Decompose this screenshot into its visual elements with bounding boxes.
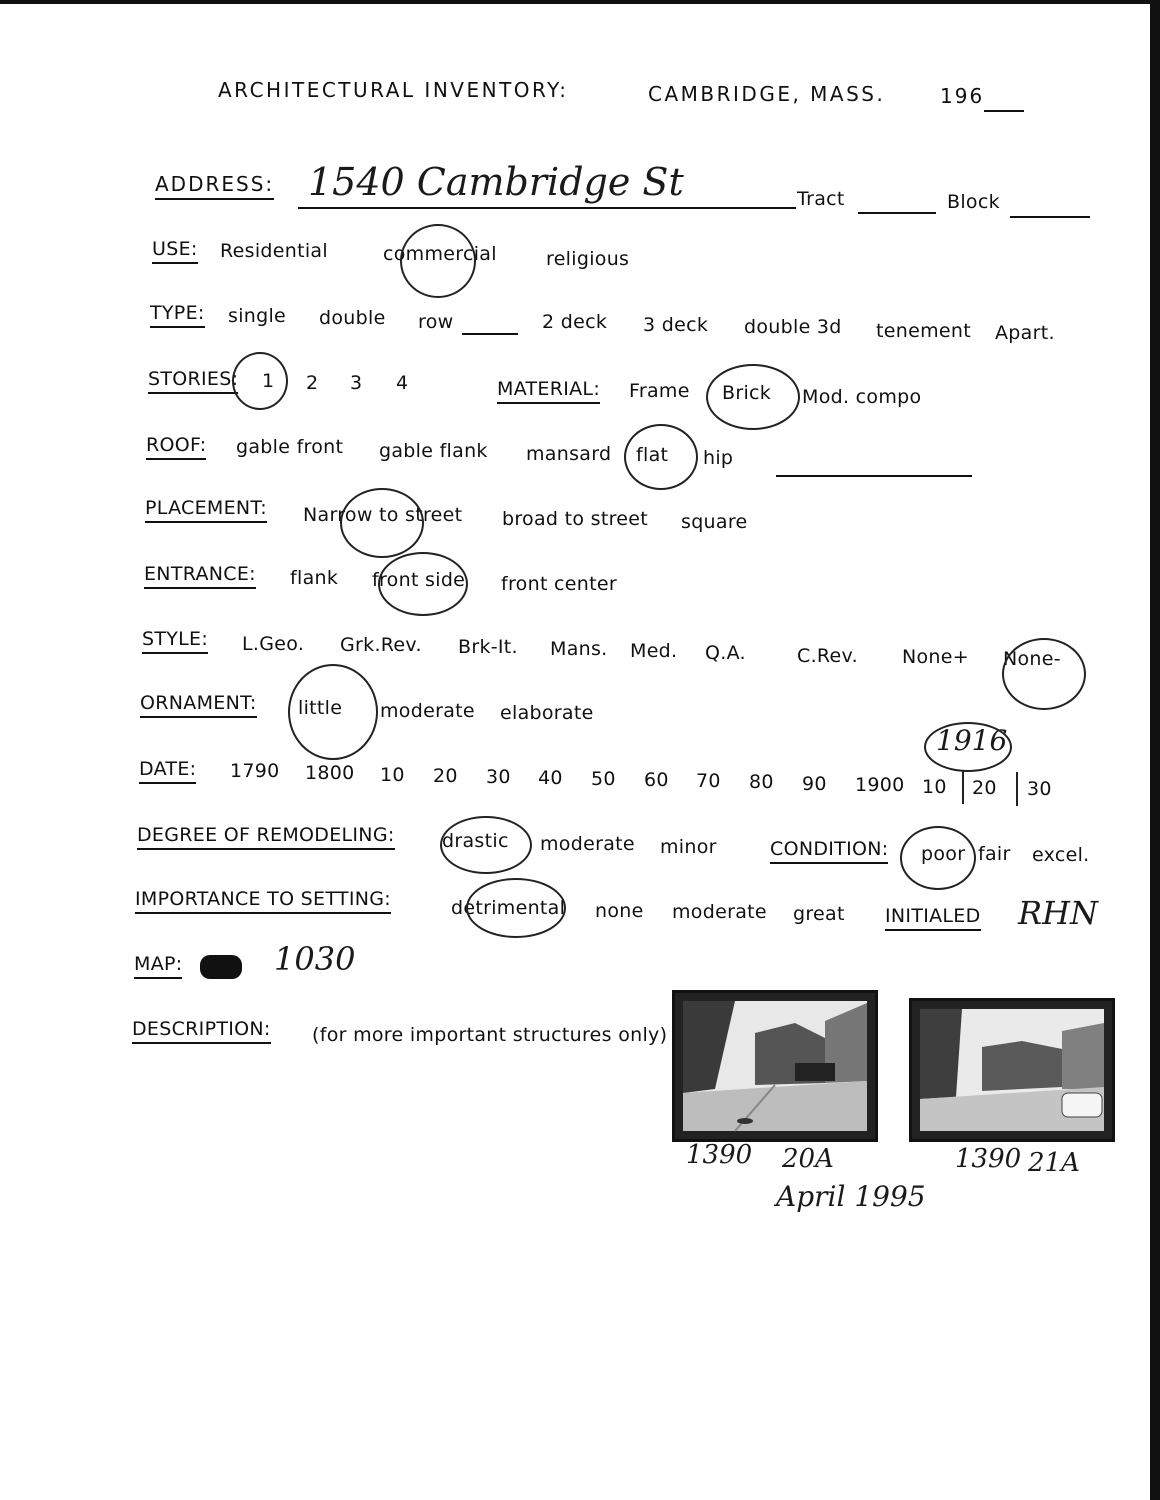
date-label: DATE: xyxy=(139,758,196,784)
style-grkrev: Grk.Rev. xyxy=(340,634,422,656)
address-label: ADDRESS: xyxy=(155,172,274,200)
date-1800: 1800 xyxy=(305,762,355,784)
date-selection-circle xyxy=(924,722,1012,772)
use-commercial: commercial xyxy=(383,243,497,265)
type-double-3d: double 3d xyxy=(744,316,842,338)
roof-flat: flat xyxy=(636,444,669,466)
ornament-label: ORNAMENT: xyxy=(140,692,257,718)
photo-1-frame: 20A xyxy=(782,1144,834,1174)
date-70: 70 xyxy=(696,770,721,792)
stories-selection-circle xyxy=(232,352,288,410)
material-frame: Frame xyxy=(629,380,690,402)
date-handwritten: 1916 xyxy=(936,724,1008,757)
placement-label: PLACEMENT: xyxy=(145,497,267,523)
type-label: TYPE: xyxy=(150,302,205,328)
map-redaction xyxy=(200,955,242,979)
remodeling-selection-circle xyxy=(440,816,532,874)
roof-blank xyxy=(776,475,972,477)
style-selection-circle xyxy=(1002,638,1086,710)
placement-square: square xyxy=(681,511,748,533)
map-label: MAP: xyxy=(134,953,182,979)
placement-broad: broad to street xyxy=(502,508,649,530)
block-label: Block xyxy=(947,191,1000,213)
ornament-selection-circle xyxy=(288,664,378,760)
roof-hip: hip xyxy=(703,447,734,469)
importance-none: none xyxy=(595,900,644,922)
condition-excel: excel. xyxy=(1032,844,1090,866)
material-selection-circle xyxy=(706,364,800,430)
use-selection-circle xyxy=(400,224,476,298)
ornament-elaborate: elaborate xyxy=(500,702,594,724)
roof-mansard: mansard xyxy=(526,443,612,465)
photo-1-roll: 1390 xyxy=(686,1140,753,1170)
block-blank xyxy=(1010,216,1090,218)
material-mod-compo: Mod. compo xyxy=(802,386,922,408)
form-title: ARCHITECTURAL INVENTORY: xyxy=(218,78,569,102)
form-city: CAMBRIDGE, MASS. xyxy=(648,82,886,106)
type-tenement: tenement xyxy=(876,320,971,342)
photo-date: April 1995 xyxy=(776,1180,926,1213)
entrance-front-center: front center xyxy=(501,573,617,595)
style-med: Med. xyxy=(630,640,678,662)
date-1910: 10 xyxy=(922,776,947,798)
entrance-flank: flank xyxy=(290,567,339,589)
importance-selection-circle xyxy=(466,878,566,938)
style-mans: Mans. xyxy=(550,638,608,660)
type-row: row xyxy=(418,311,454,333)
entrance-selection-circle xyxy=(378,552,468,616)
use-residential: Residential xyxy=(220,240,328,262)
style-label: STYLE: xyxy=(142,628,208,654)
style-lgeo: L.Geo. xyxy=(242,633,305,655)
remodeling-moderate: moderate xyxy=(540,833,635,855)
roof-gable-flank: gable flank xyxy=(379,440,488,462)
importance-great: great xyxy=(793,903,845,925)
date-80: 80 xyxy=(749,771,774,793)
material-brick: Brick xyxy=(722,382,772,404)
date-40: 40 xyxy=(538,767,563,789)
address-value: 1540 Cambridge St xyxy=(308,160,684,204)
scan-edge-right xyxy=(1150,0,1160,1500)
importance-moderate: moderate xyxy=(672,901,767,923)
placement-selection-circle xyxy=(340,488,424,558)
date-1900: 1900 xyxy=(855,774,905,796)
roof-selection-circle xyxy=(624,424,698,490)
stories-1: 1 xyxy=(262,370,275,392)
entrance-front-side: front side xyxy=(372,569,466,591)
date-20: 20 xyxy=(433,765,458,787)
photo-21a xyxy=(909,998,1115,1142)
remodeling-minor: minor xyxy=(660,836,717,858)
style-crev: C.Rev. xyxy=(797,645,858,667)
date-bracket-right xyxy=(1016,772,1018,806)
type-double: double xyxy=(319,307,386,329)
importance-detrimental: detrimental xyxy=(451,897,566,919)
condition-poor: poor xyxy=(921,843,966,865)
roof-gable-front: gable front xyxy=(236,436,344,458)
form-year-prefix: 196 xyxy=(940,84,985,108)
style-qa: Q.A. xyxy=(705,642,746,664)
type-3-deck: 3 deck xyxy=(643,314,709,336)
stories-label: STORIES: xyxy=(148,368,238,394)
date-90: 90 xyxy=(802,773,827,795)
street-scene-image xyxy=(912,1001,1112,1139)
remodeling-label: DEGREE OF REMODELING: xyxy=(137,824,395,850)
date-1920: 20 xyxy=(972,777,997,799)
material-label: MATERIAL: xyxy=(497,378,600,404)
date-50: 50 xyxy=(591,768,616,790)
address-line xyxy=(298,207,796,209)
initialed-label: INITIALED xyxy=(885,905,981,931)
photo-2-roll: 1390 xyxy=(955,1144,1022,1174)
date-1930: 30 xyxy=(1027,778,1052,800)
row-blank xyxy=(462,333,518,335)
tract-label: Tract xyxy=(797,188,845,210)
scan-edge-top xyxy=(0,0,1160,4)
condition-label: CONDITION: xyxy=(770,838,888,864)
entrance-label: ENTRANCE: xyxy=(144,563,256,589)
type-2-deck: 2 deck xyxy=(542,311,608,333)
description-note: (for more important structures only) xyxy=(312,1024,668,1046)
stories-3: 3 xyxy=(350,372,363,394)
use-religious: religious xyxy=(546,248,630,270)
date-bracket-left xyxy=(962,770,964,804)
stories-4: 4 xyxy=(396,372,409,394)
placement-narrow: Narrow to street xyxy=(303,504,463,526)
importance-label: IMPORTANCE TO SETTING: xyxy=(135,888,391,914)
ornament-moderate: moderate xyxy=(380,700,475,722)
stories-2: 2 xyxy=(306,372,319,394)
date-60: 60 xyxy=(644,769,669,791)
date-1790: 1790 xyxy=(230,760,280,782)
tract-blank xyxy=(858,212,936,214)
condition-selection-circle xyxy=(900,826,976,890)
style-none-plus: None+ xyxy=(902,646,969,668)
initialed-value: RHN xyxy=(1018,894,1098,932)
date-30: 30 xyxy=(486,766,511,788)
street-scene-image xyxy=(675,993,875,1139)
type-apart: Apart. xyxy=(995,322,1055,344)
type-single: single xyxy=(228,305,287,327)
style-brkit: Brk-It. xyxy=(458,636,518,658)
date-10: 10 xyxy=(380,764,405,786)
roof-label: ROOF: xyxy=(146,434,206,460)
photo-20a xyxy=(672,990,878,1142)
remodeling-drastic: drastic xyxy=(442,830,509,852)
ornament-little: little xyxy=(298,697,343,719)
photo-2-frame: 21A xyxy=(1028,1148,1080,1178)
style-none-minus: None- xyxy=(1003,648,1061,670)
condition-fair: fair xyxy=(978,843,1011,865)
map-value: 1030 xyxy=(274,940,356,978)
year-blank xyxy=(984,110,1024,112)
description-label: DESCRIPTION: xyxy=(132,1018,271,1044)
use-label: USE: xyxy=(152,238,198,264)
